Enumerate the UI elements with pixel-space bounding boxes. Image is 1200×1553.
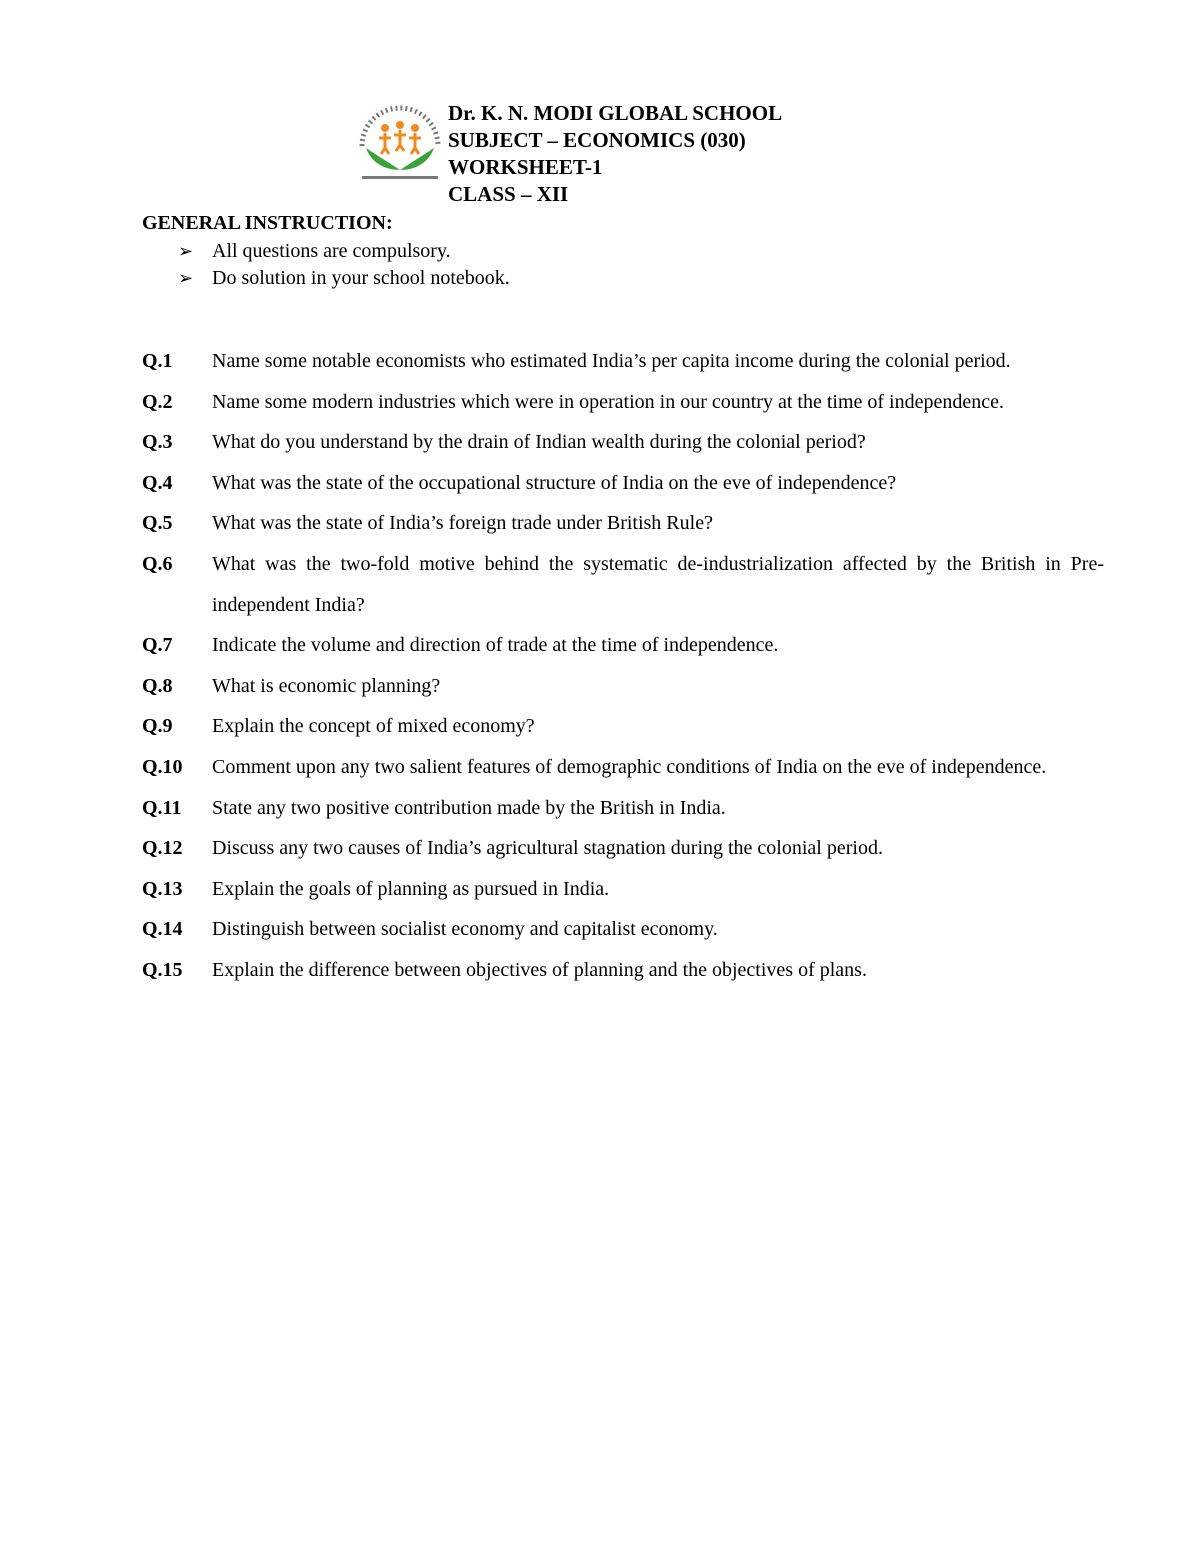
question-number: Q.8 xyxy=(142,674,173,697)
document-header xyxy=(352,100,952,210)
class-line: CLASS – XII xyxy=(448,182,569,206)
header-text xyxy=(448,100,782,208)
question-item xyxy=(142,341,1104,382)
question-item xyxy=(142,544,1104,625)
question-number: Q.14 xyxy=(142,918,183,941)
general-instructions xyxy=(142,210,1102,292)
question-number: Q.11 xyxy=(142,796,182,819)
question-number: Q.3 xyxy=(142,431,173,454)
question-number: Q.1 xyxy=(142,350,173,372)
question-number: Q.15 xyxy=(142,958,183,981)
question-number: Q.12 xyxy=(142,837,183,860)
question-text: Explain the difference between objectives of planning and the objectives of plans. xyxy=(212,958,867,981)
instruction-text: Do solution in your school notebook. xyxy=(212,267,510,289)
question-item xyxy=(142,869,1104,910)
question-item xyxy=(142,909,1104,950)
question-text: What do you understand by the drain of Indian wealth during the colonial period? xyxy=(212,431,866,454)
question-item xyxy=(142,747,1104,788)
question-text: What was the two-fold motive behind the systematic de-industrialization affected by the British in Pre-independent India? xyxy=(212,552,1104,616)
school-name: Dr. K. N. MODI GLOBAL SCHOOL xyxy=(448,101,783,125)
question-item xyxy=(142,706,1104,747)
question-item xyxy=(142,503,1104,544)
question-text: Explain the concept of mixed economy? xyxy=(212,715,535,738)
question-item xyxy=(142,422,1104,463)
question-text: Explain the goals of planning as pursued in India. xyxy=(212,877,610,900)
question-item xyxy=(142,463,1104,504)
question-text: Name some notable economists who estimated India’s per capita income during the colonial period. xyxy=(212,350,1011,372)
question-item xyxy=(142,950,1104,991)
question-item xyxy=(142,382,1104,423)
question-number: Q.2 xyxy=(142,390,173,413)
question-text: What was the state of India’s foreign trade under British Rule? xyxy=(212,512,713,535)
question-number: Q.9 xyxy=(142,715,173,738)
question-text: Comment upon any two salient features of demographic conditions of India on the eve of independence. xyxy=(212,755,1047,778)
question-text: State any two positive contribution made by the British in India. xyxy=(212,796,726,819)
worksheet-line: WORKSHEET-1 xyxy=(448,155,603,179)
question-number: Q.10 xyxy=(142,755,183,778)
question-text: What was the state of the occupational structure of India on the eve of independence? xyxy=(212,471,897,494)
subject-line: SUBJECT – ECONOMICS (030) xyxy=(448,128,746,152)
arrow-bullet-icon: ➢ xyxy=(178,241,194,261)
instruction-item xyxy=(142,265,1102,292)
instructions-title: GENERAL INSTRUCTION: xyxy=(142,212,393,234)
question-list xyxy=(142,341,1104,991)
arrow-bullet-icon: ➢ xyxy=(178,268,194,288)
question-text: What is economic planning? xyxy=(212,674,441,697)
question-number: Q.13 xyxy=(142,877,183,900)
question-text: Name some modern industries which were in operation in our country at the time of independence. xyxy=(212,390,1004,413)
question-text: Discuss any two causes of India’s agricultural stagnation during the colonial period. xyxy=(212,837,883,860)
question-number: Q.4 xyxy=(142,471,173,494)
question-item xyxy=(142,666,1104,707)
question-item xyxy=(142,828,1104,869)
question-number: Q.6 xyxy=(142,552,173,575)
question-text: Distinguish between socialist economy and capitalist economy. xyxy=(212,918,718,941)
school-logo-icon xyxy=(352,102,448,184)
question-number: Q.5 xyxy=(142,512,173,535)
instruction-text: All questions are compulsory. xyxy=(212,240,451,262)
question-number: Q.7 xyxy=(142,634,173,657)
question-text: Indicate the volume and direction of trade at the time of independence. xyxy=(212,634,779,657)
question-item xyxy=(142,625,1104,666)
instruction-item xyxy=(142,238,1102,265)
question-item xyxy=(142,788,1104,829)
